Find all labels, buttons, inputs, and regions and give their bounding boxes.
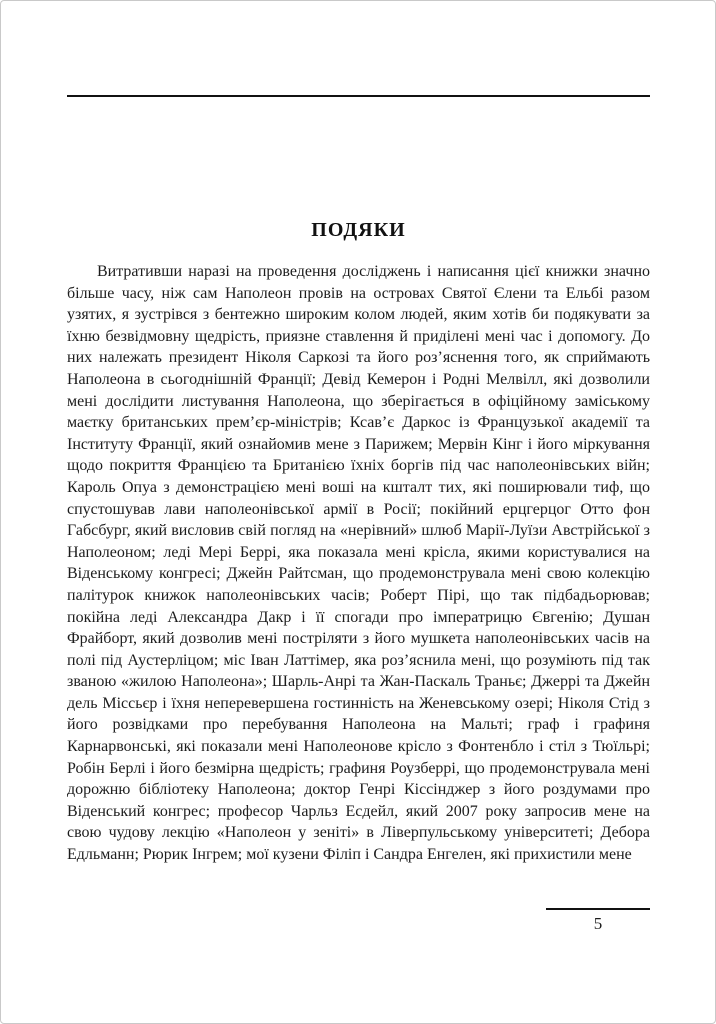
header-rule: [67, 95, 650, 97]
page-footer: [546, 908, 650, 934]
acknowledgements-paragraph: Витративши наразі на проведення досліджень і написання цієї книжки значно більше часу, ніж сам Наполеон провів на островах Святої Єлени та Ельбі разом узятих, я зустрівся з бентежно широким колом людей, яким хотів би подякувати за їхню безвідмовну щедрість, приязне ставлення й приділені мені час і допомогу. До них належать президент Ніколя Саркозі та його роз’яснення того, як сприймають Наполеона в сьогоднішній Франції; Девід Кемерон і Родні Мелвілл, які дозволили мені дослідити листування Наполеона, що зберігається в офіційному заміському маєтку британських прем’єр-міністрів; Ксав’є Даркос із Французької академії та Інституту Франції, який ознайомив мене з Парижем; Мервін Кінг і його міркування щодо покриття Францією та Британією їхніх боргів під час наполеонівських війн; Кароль Опуа з демонстрацією мені воші на кшталт тих, які поширювали тиф, що спустошував лави наполеонівської армії в Росії; покійний ерцгерцог Отто фон Габсбург, який висловив свій погляд на «нерівний» шлюб Марії-Луїзи Австрійської з Наполеоном; леді Мері Беррі, яка показала мені крісла, якими користувалися на Віденському конгресі; Джейн Райтсман, що продемонструвала мені свою колекцію палітурок книжок наполеонівських часів; Роберт Пірі, що так підбадьорював; покійна леді Александра Дакр і її спогади про імператрицю Євгенію; Душан Фрайборт, який дозволив мені постріляти з його мушкета наполеонівських часів на полі під Аустерліцом; міс Іван Латтімер, яка роз’яснила мені, що розуміють під так званою «жилою Наполеона»; Шарль-Анрі та Жан-Паскаль Траньє; Джеррі та Джейн дель Міссьєр і їхня неперевершена гостинність на Женевському озері; Ніколя Стід з його розвідками про перебування Наполеона на Мальті; граф і графиня Карнарвонські, які показали мені Наполеонове крісло з Фонтенбло і стіл з Тюїльрі; Робін Берлі і його безмірна щедрість; графиня Роузберрі, що продемонструвала мені дорожню бібліотеку Наполеона; доктор Генрі Кіссінджер з його роздумами про Віденський конгрес; професор Чарльз Есдейл, який 2007 року запросив мене на свою чудову лекцію «Наполеон у зеніті» в Ліверпульському університеті; Дебора Едльманн; Рюрик Інгрем; мої кузени Філіп і Сандра Енгелен, які прихистили мене: [67, 263, 650, 864]
chapter-title: ПОДЯКИ: [311, 219, 406, 241]
page-number: 5: [593, 914, 603, 933]
footer-rule: [546, 908, 650, 910]
